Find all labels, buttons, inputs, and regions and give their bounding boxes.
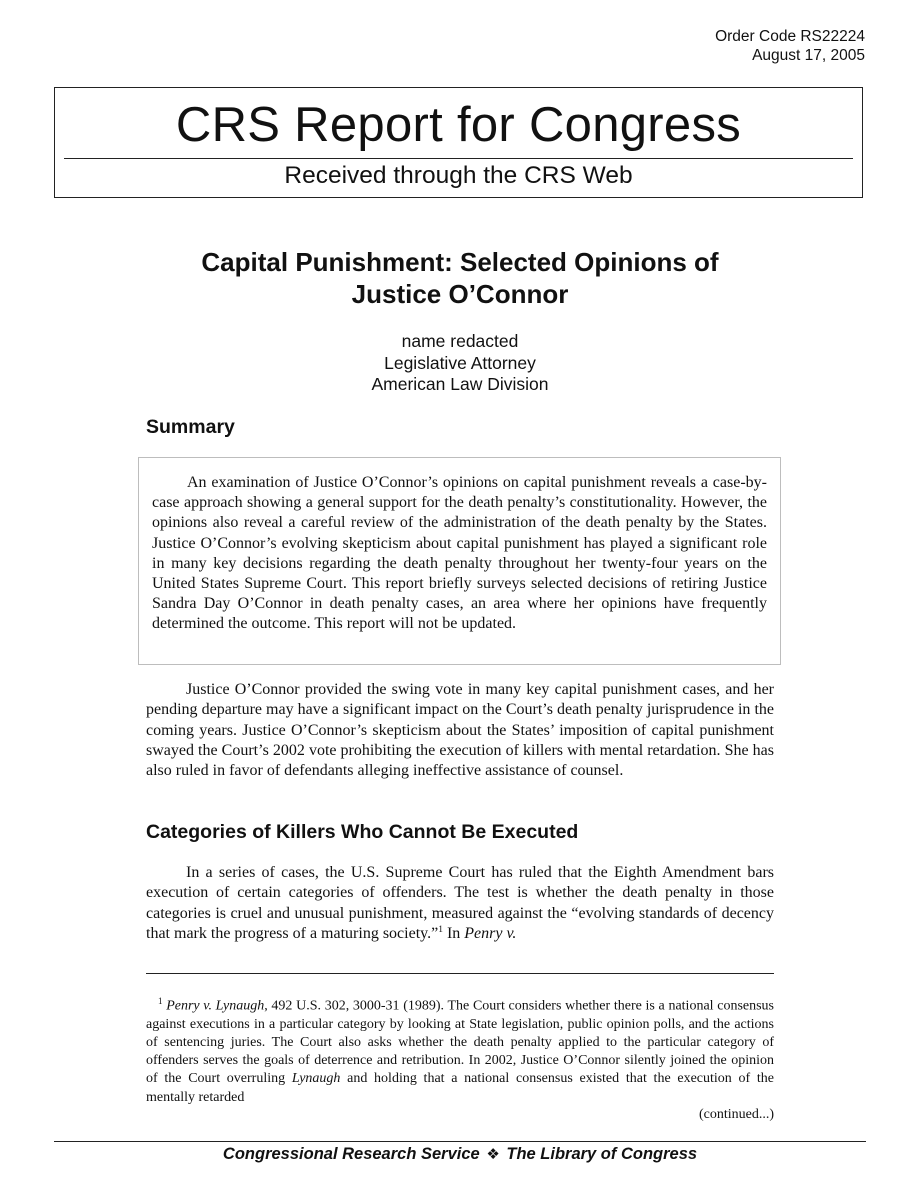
footnote-text1: , 492 U.S. 302, 3000-31 (1989). The Court considers whether there is a national consensus against executions in a particular category by looking at State legislation, public opinion polls, and the actions of sentencing juries. The Court also asks whether the death penalty applied to the particular category of offenders serves the goals of deterrence and retribution. In 2002, Justice O’Connor silently joined the opinion of the Court overruling: [146, 998, 775, 1087]
masthead-subtitle: Received through the CRS Web: [284, 162, 633, 189]
footnote: [146, 992, 774, 1107]
summary-text: An examination of Justice O’Connor’s opinions on capital punishment reveals a case-by-case approach showing a general support for the death penalty’s constitutionality. However, the opinions also reveal a careful review of the administration of the death penalty by the States. Justice O’Connor’s evolving skepticism about capital punishment has played a significant role in many key decisions regarding the death penalty throughout her twenty-four years on the United States Supreme Court. This report briefly surveys selected decisions of retiring Justice Sandra Day O’Connor in death penalty cases, an area where her opinions have frequently determined the outcome. This report will not be updated.: [152, 474, 767, 633]
categories-heading: Categories of Killers Who Cannot Be Executed: [146, 821, 579, 843]
footer-rule: [54, 1141, 866, 1142]
report-title-line1: Capital Punishment: Selected Opinions of: [201, 247, 719, 277]
report-title: [0, 246, 920, 310]
masthead-rule: [64, 158, 853, 159]
footer-loc: The Library of Congress: [506, 1145, 698, 1163]
footnote-case1: Penry v. Lynaugh: [166, 998, 265, 1014]
footer-crs: Congressional Research Service: [222, 1145, 480, 1163]
author-role: Legislative Attorney: [384, 352, 536, 373]
summary-heading: Summary: [146, 416, 235, 438]
footnote-ref: 1: [438, 924, 443, 935]
report-title-line2: Justice O’Connor: [351, 279, 569, 309]
order-info: [715, 27, 865, 65]
categories-paragraph: [146, 863, 774, 944]
diamond-icon: ❖: [486, 1146, 500, 1163]
author-division: American Law Division: [371, 374, 549, 394]
categories-text: In a series of cases, the U.S. Supreme Court has ruled that the Eighth Amendment bars execution of certain categories of offenders. The test is whether the death penalty in those categories is cruel and unusual punishment, measured against the “evolving standards of decency that mark the progress of a maturing society.”: [146, 864, 774, 942]
footnote-text2: and holding that a national consensus existed that the execution of the mentally retarded: [146, 1071, 774, 1105]
continued-marker: (continued...): [698, 1107, 774, 1122]
author-name: name redacted: [401, 331, 519, 351]
order-code: Order Code RS22224: [715, 28, 865, 45]
page-footer: [0, 1143, 920, 1166]
intro-paragraph: Justice O’Connor provided the swing vote in many key capital punishment cases, and her pending departure may have a significant impact on the Court’s death penalty jurisprudence in the coming years. Justice O’Connor’s skepticism about the States’ imposition of capital punishment swayed the Court’s 2002 vote prohibiting the execution of killers with mental retardation. She has also ruled in favor of defendants alleging ineffective assistance of counsel.: [146, 681, 774, 780]
case-name-italic: Penry v.: [464, 924, 517, 942]
masthead: [54, 87, 863, 198]
footnote-number: 1: [158, 996, 163, 1006]
footnote-rule: [146, 973, 774, 974]
footnote-case2: Lynaugh: [291, 1071, 341, 1087]
report-date: August 17, 2005: [752, 47, 865, 64]
author-block: [0, 331, 920, 396]
masthead-title: CRS Report for Congress: [175, 98, 742, 152]
summary-box: [138, 457, 781, 665]
categories-text-after: In: [442, 924, 465, 942]
